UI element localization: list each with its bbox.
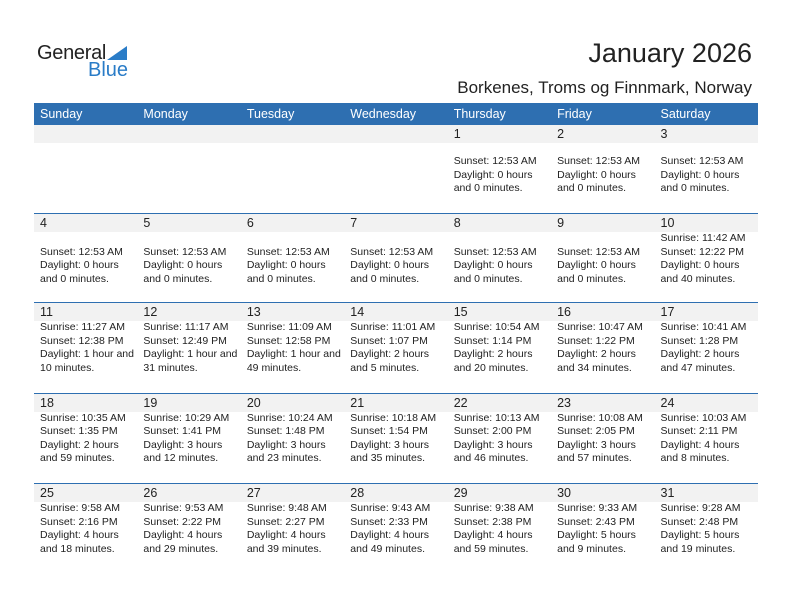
- daylight-duration: Daylight: 4 hours: [660, 438, 740, 451]
- daylight-duration: and 0 minutes.: [557, 272, 626, 285]
- sunrise-time: Sunrise: 10:18 AM: [350, 411, 437, 424]
- weekday-sunday: Sunday: [40, 107, 83, 121]
- day-number: 25: [40, 486, 54, 500]
- daylight-duration: 49 minutes.: [246, 361, 302, 374]
- day-number: 7: [350, 216, 358, 230]
- sunrise-time: Sunrise: 10:08 AM: [557, 411, 643, 424]
- sunrise-time: Sunrise: 9:58 AM: [40, 502, 120, 514]
- daylight-duration: Daylight: 4 hours: [246, 529, 326, 541]
- daylight-duration: Daylight: 0 hours: [660, 259, 740, 271]
- sunset-time: Sunset: 12:53 AM: [660, 155, 744, 167]
- day-number: 26: [143, 486, 158, 500]
- day-info-row: [34, 502, 758, 574]
- day-number: 14: [350, 305, 365, 319]
- sunset-time: Sunset: 2:16 PM: [40, 515, 118, 528]
- day-number: 22: [453, 395, 468, 410]
- sunrise-time: Sunrise: 9:33 AM: [557, 502, 638, 514]
- day-number: 20: [246, 395, 261, 410]
- weekday-header-row: [34, 103, 758, 125]
- daylight-duration: Daylight: 2 hours: [40, 438, 119, 451]
- daylight-duration: and 20 minutes.: [453, 361, 529, 374]
- daylight-duration: Daylight: 3 hours: [350, 438, 430, 451]
- day-number: 5: [143, 216, 151, 230]
- sunrise-time: Sunrise: 9:43 AM: [350, 502, 431, 514]
- day-number: 11: [40, 305, 53, 319]
- daylight-duration: Daylight: 4 hours: [453, 529, 533, 541]
- daylight-duration: and 35 minutes.: [350, 452, 425, 464]
- week-row: [34, 302, 758, 393]
- day-cell: [448, 155, 551, 213]
- day-number: 28: [350, 486, 365, 500]
- day-number: 17: [660, 305, 675, 319]
- daylight-duration: and 57 minutes.: [557, 452, 632, 464]
- weekday-wednesday: Wednesday: [350, 107, 417, 121]
- day-number: 8: [453, 216, 461, 230]
- daylight-duration: Daylight: 2 hours: [350, 348, 430, 360]
- day-number-row: [34, 484, 758, 502]
- daylight-duration: Daylight: 0 hours: [557, 259, 636, 271]
- day-cell: [137, 502, 240, 574]
- daylight-duration: and 5 minutes.: [350, 361, 420, 374]
- day-info-row: [34, 143, 758, 213]
- day-cell: [344, 412, 447, 484]
- logo-general-text: General: [37, 42, 107, 64]
- sunrise-time: Sunrise: 10:03 AM: [660, 411, 747, 424]
- day-number: 30: [557, 486, 572, 500]
- sunset-time: Sunset: 1:54 PM: [350, 425, 428, 437]
- daylight-duration: Daylight: 0 hours: [660, 168, 740, 181]
- sunset-time: Sunset: 2:38 PM: [453, 515, 532, 528]
- daylight-duration: and 23 minutes.: [246, 452, 322, 464]
- sunset-time: Sunset: 12:53 AM: [350, 245, 434, 258]
- day-number: [344, 125, 447, 143]
- day-number-row: [34, 125, 758, 143]
- sunset-time: Sunset: 12:58 PM: [246, 334, 331, 347]
- day-cell: [551, 321, 654, 393]
- daylight-duration: and 0 minutes.: [246, 272, 316, 285]
- daylight-duration: Daylight: 0 hours: [246, 259, 326, 271]
- sunset-time: Sunset: 2:48 PM: [660, 515, 739, 528]
- daylight-duration: and 59 minutes.: [453, 542, 529, 555]
- day-cell: [344, 502, 447, 574]
- day-number: 23: [557, 395, 572, 410]
- sunrise-time: Sunrise: 9:48 AM: [246, 502, 327, 514]
- weekday-monday: Monday: [143, 107, 188, 121]
- day-cell: [137, 155, 240, 213]
- day-number: 6: [246, 216, 254, 230]
- day-number: 27: [246, 486, 261, 500]
- daylight-duration: Daylight: 1 hour and: [246, 348, 341, 360]
- day-cell: [655, 502, 758, 574]
- day-info-row: [34, 412, 758, 484]
- sunrise-time: Sunrise: 10:24 AM: [246, 411, 333, 424]
- day-cell: [34, 321, 137, 393]
- calendar-grid: [34, 103, 758, 574]
- day-cell: [34, 412, 137, 484]
- day-cell: [137, 232, 240, 302]
- daylight-duration: Daylight: 0 hours: [40, 259, 119, 271]
- daylight-duration: and 12 minutes.: [143, 452, 219, 464]
- sunset-time: Sunset: 2:11 PM: [660, 425, 738, 437]
- day-number: 4: [40, 216, 47, 230]
- week-row: [34, 393, 758, 484]
- logo-triangle-icon: [107, 46, 127, 60]
- day-cell: [137, 412, 240, 484]
- daylight-duration: Daylight: 3 hours: [557, 438, 636, 451]
- sunset-time: Sunset: 12:53 AM: [453, 155, 537, 167]
- sunset-time: Sunset: 2:33 PM: [350, 515, 428, 528]
- sunrise-time: Sunrise: 11:01 AM: [350, 321, 436, 333]
- sunset-time: Sunset: 1:48 PM: [246, 425, 325, 437]
- day-cell: [344, 232, 447, 302]
- sunrise-time: Sunrise: 10:35 AM: [40, 411, 126, 424]
- sunset-time: Sunset: 1:41 PM: [143, 425, 222, 437]
- daylight-duration: Daylight: 2 hours: [453, 348, 533, 360]
- daylight-duration: and 49 minutes.: [350, 542, 425, 555]
- day-cell: [241, 502, 344, 574]
- sunset-time: Sunset: 12:49 PM: [143, 334, 227, 347]
- sunset-time: Sunset: 12:53 AM: [453, 245, 537, 258]
- day-cell: [241, 155, 344, 213]
- sunrise-time: Sunrise: 10:13 AM: [453, 411, 540, 424]
- daylight-duration: Daylight: 2 hours: [660, 348, 740, 360]
- sunset-time: Sunset: 12:53 AM: [557, 245, 640, 258]
- daylight-duration: Daylight: 0 hours: [453, 259, 533, 271]
- daylight-duration: Daylight: 2 hours: [557, 348, 636, 360]
- day-number: [137, 125, 240, 143]
- day-number-row: [34, 303, 758, 321]
- daylight-duration: and 0 minutes.: [350, 272, 420, 285]
- sunrise-time: Sunrise: 11:42 AM: [660, 232, 746, 244]
- week-row: [34, 483, 758, 574]
- day-cell: [137, 321, 240, 393]
- daylight-duration: Daylight: 3 hours: [143, 438, 223, 451]
- day-number: 16: [557, 305, 572, 319]
- daylight-duration: and 0 minutes.: [453, 182, 523, 194]
- day-cell: [241, 321, 344, 393]
- weekday-saturday: Saturday: [660, 107, 711, 121]
- day-cell: [448, 412, 551, 484]
- day-cell: [448, 502, 551, 574]
- sunrise-time: Sunrise: 10:47 AM: [557, 321, 643, 333]
- sunrise-time: Sunrise: 11:17 AM: [143, 321, 229, 333]
- day-cell: [551, 502, 654, 574]
- sunrise-time: Sunrise: 11:27 AM: [40, 321, 126, 333]
- sunset-time: Sunset: 1:07 PM: [350, 334, 428, 347]
- day-number: 31: [660, 486, 675, 500]
- day-info-row: [34, 232, 758, 302]
- day-number: 21: [350, 395, 365, 410]
- daylight-duration: and 0 minutes.: [557, 182, 626, 194]
- daylight-duration: Daylight: 0 hours: [453, 168, 533, 181]
- day-number: 19: [143, 395, 158, 410]
- sunset-time: Sunset: 12:53 AM: [40, 245, 123, 258]
- location-subtitle: Borkenes, Troms og Finnmark, Norway: [457, 78, 752, 97]
- day-number: 15: [453, 305, 468, 319]
- daylight-duration: and 47 minutes.: [660, 361, 736, 374]
- sunrise-time: Sunrise: 9:53 AM: [143, 502, 224, 514]
- daylight-duration: and 0 minutes.: [143, 272, 213, 285]
- day-number: 3: [660, 127, 668, 141]
- day-info-row: [34, 321, 758, 393]
- sunset-time: Sunset: 2:27 PM: [246, 515, 325, 528]
- daylight-duration: and 59 minutes.: [40, 452, 115, 464]
- daylight-duration: and 39 minutes.: [246, 542, 322, 555]
- daylight-duration: and 34 minutes.: [557, 361, 632, 374]
- day-cell: [655, 155, 758, 213]
- day-number: 9: [557, 216, 565, 230]
- sunrise-time: Sunrise: 10:41 AM: [660, 321, 747, 333]
- daylight-duration: and 0 minutes.: [453, 272, 523, 285]
- weekday-tuesday: Tuesday: [246, 107, 295, 121]
- weekday-friday: Friday: [557, 107, 592, 121]
- day-cell: [34, 155, 137, 213]
- sunrise-time: Sunrise: 10:29 AM: [143, 411, 230, 424]
- sunset-time: Sunset: 1:22 PM: [557, 334, 635, 347]
- day-number-row: [34, 214, 758, 232]
- sunset-time: Sunset: 2:22 PM: [143, 515, 222, 528]
- daylight-duration: and 9 minutes.: [557, 542, 626, 555]
- logo: [37, 42, 137, 82]
- day-number: 2: [557, 127, 565, 141]
- daylight-duration: Daylight: 0 hours: [350, 259, 430, 271]
- day-number: 24: [660, 395, 675, 410]
- sunset-time: Sunset: 12:22 PM: [660, 245, 744, 258]
- daylight-duration: and 18 minutes.: [40, 542, 115, 555]
- sunrise-time: Sunrise: 11:09 AM: [246, 321, 332, 333]
- day-number: [34, 125, 137, 143]
- daylight-duration: Daylight: 4 hours: [350, 529, 430, 541]
- page-title: January 2026: [588, 38, 752, 68]
- sunset-time: Sunset: 2:43 PM: [557, 515, 635, 528]
- sunset-time: Sunset: 12:53 AM: [557, 155, 640, 167]
- daylight-duration: and 46 minutes.: [453, 452, 529, 464]
- day-cell: [655, 321, 758, 393]
- day-cell: [241, 412, 344, 484]
- week-row: [34, 125, 758, 213]
- day-cell: [344, 321, 447, 393]
- daylight-duration: Daylight: 3 hours: [453, 438, 533, 451]
- day-number: 13: [246, 305, 261, 319]
- daylight-duration: Daylight: 1 hour and: [40, 348, 134, 360]
- sunset-time: Sunset: 12:53 AM: [143, 245, 227, 258]
- day-number: 18: [40, 395, 54, 410]
- day-cell: [448, 321, 551, 393]
- sunrise-time: Sunrise: 10:54 AM: [453, 321, 540, 333]
- daylight-duration: Daylight: 3 hours: [246, 438, 326, 451]
- sunset-time: Sunset: 1:35 PM: [40, 425, 118, 437]
- daylight-duration: Daylight: 4 hours: [143, 529, 223, 541]
- daylight-duration: 31 minutes.: [143, 361, 198, 374]
- day-cell: [551, 232, 654, 302]
- day-number-row: [34, 394, 758, 412]
- day-number: 10: [660, 216, 675, 230]
- daylight-duration: 10 minutes.: [40, 361, 95, 374]
- sunset-time: Sunset: 1:28 PM: [660, 334, 739, 347]
- sunset-time: Sunset: 2:05 PM: [557, 425, 635, 437]
- daylight-duration: Daylight: 0 hours: [557, 168, 636, 181]
- sunset-time: Sunset: 2:00 PM: [453, 425, 532, 437]
- daylight-duration: Daylight: 0 hours: [143, 259, 223, 271]
- sunset-time: Sunset: 1:14 PM: [453, 334, 532, 347]
- sunset-time: Sunset: 12:38 PM: [40, 334, 124, 347]
- daylight-duration: and 40 minutes.: [660, 272, 736, 285]
- day-cell: [34, 502, 137, 574]
- day-cell: [34, 232, 137, 302]
- day-number: 29: [453, 486, 468, 500]
- daylight-duration: and 0 minutes.: [660, 182, 730, 194]
- daylight-duration: and 8 minutes.: [660, 452, 730, 464]
- daylight-duration: and 0 minutes.: [40, 272, 109, 285]
- week-row: [34, 213, 758, 302]
- day-number: 1: [453, 127, 461, 141]
- daylight-duration: Daylight: 1 hour and: [143, 348, 238, 360]
- day-cell: [448, 232, 551, 302]
- day-number: [241, 125, 344, 143]
- day-cell: [655, 412, 758, 484]
- weekday-thursday: Thursday: [453, 107, 506, 121]
- sunrise-time: Sunrise: 9:28 AM: [660, 502, 741, 514]
- sunrise-time: Sunrise: 9:38 AM: [453, 502, 534, 514]
- sunset-time: Sunset: 12:53 AM: [246, 245, 330, 258]
- day-cell: [241, 232, 344, 302]
- daylight-duration: Daylight: 5 hours: [660, 529, 740, 541]
- day-cell: [551, 412, 654, 484]
- day-cell: [344, 155, 447, 213]
- day-cell: [655, 232, 758, 302]
- daylight-duration: and 19 minutes.: [660, 542, 736, 555]
- day-cell: [551, 155, 654, 213]
- logo-blue-text: Blue: [88, 59, 129, 81]
- daylight-duration: and 29 minutes.: [143, 542, 219, 555]
- day-number: 12: [143, 305, 158, 319]
- daylight-duration: Daylight: 5 hours: [557, 529, 636, 541]
- daylight-duration: Daylight: 4 hours: [40, 529, 119, 541]
